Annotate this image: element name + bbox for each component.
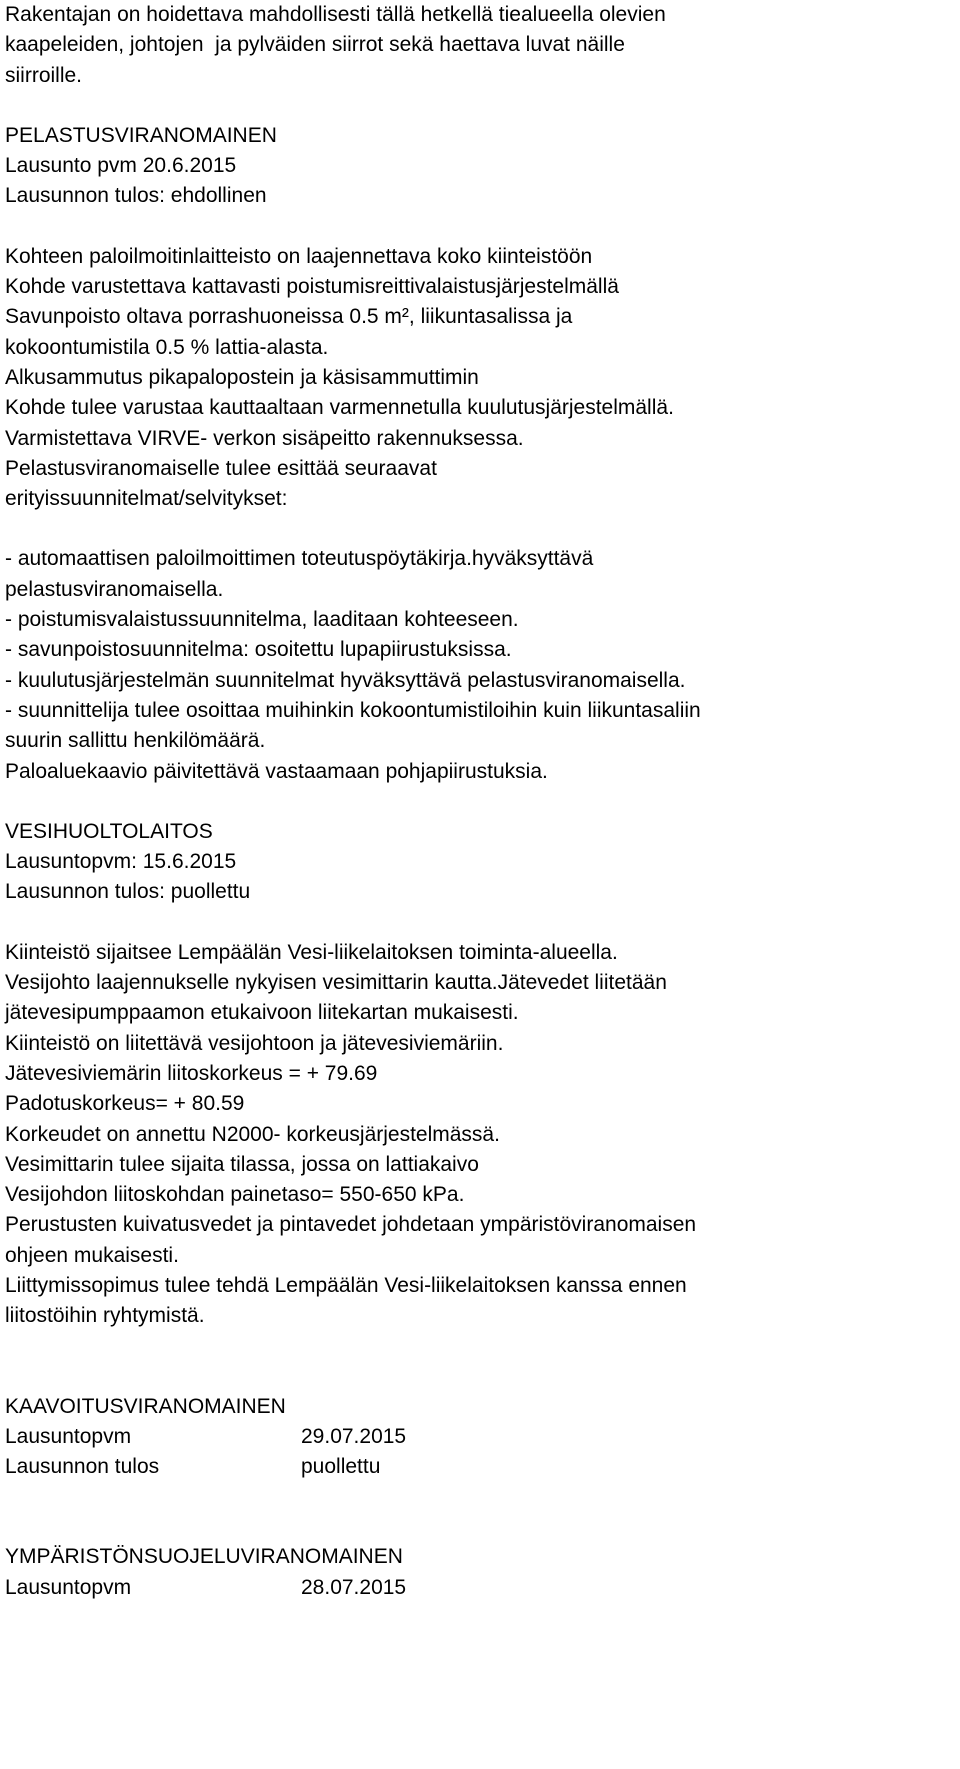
statement-date: Lausunto pvm 20.6.2015 <box>5 154 237 178</box>
text-line: Kohde tulee varustaa kauttaaltaan varmennetulla kuulutusjärjestelmällä. <box>5 396 674 420</box>
statement-result: Lausunnon tulos: ehdollinen <box>5 184 267 208</box>
ymparisto-section <box>5 1542 955 1603</box>
statement-result-row <box>5 1452 955 1482</box>
statement-date-row <box>5 1422 955 1452</box>
list-item: - automaattisen paloilmoittimen toteutuspöytäkirja.hyväksyttävä <box>5 547 594 571</box>
text-line: Kohteen paloilmoitinlaitteisto on laajennettava koko kiinteistöön <box>5 244 593 268</box>
section-heading: VESIHUOLTOLAITOS <box>5 819 213 843</box>
text-line: liitostöihin ryhtymistä. <box>5 1304 205 1328</box>
date-value: 28.07.2015 <box>301 1575 407 1599</box>
text-line: Perustusten kuivatusvedet ja pintavedet johdetaan ympäristöviranomaisen <box>5 1213 697 1237</box>
text-line: Vesimittarin tulee sijaita tilassa, jossa on lattiakaivo <box>5 1152 479 1176</box>
section-heading: PELASTUSVIRANOMAINEN <box>5 123 277 147</box>
section-heading: KAAVOITUSVIRANOMAINEN <box>5 1394 286 1418</box>
text-line: Paloaluekaavio päivitettävä vastaamaan pohjapiirustuksia. <box>5 759 548 783</box>
statement-result: Lausunnon tulos: puollettu <box>5 880 251 904</box>
text-line: kokoontumistila 0.5 % lattia-alasta. <box>5 335 329 359</box>
text-line: Alkusammutus pikapalopostein ja käsisammuttimin <box>5 365 479 389</box>
list-item: - suunnittelija tulee osoittaa muihinkin kokoontumistiloihin kuin liikuntasaliin <box>5 698 701 722</box>
list-item: pelastusviranomaisella. <box>5 577 224 601</box>
text-line: Korkeudet on annettu N2000- korkeusjärjestelmässä. <box>5 1122 500 1146</box>
text-line: Kiinteistö sijaitsee Lempäälän Vesi-liikelaitoksen toiminta-alueella. <box>5 940 618 964</box>
pelastus-section <box>5 121 955 787</box>
text-line: Vesijohdon liitoskohdan painetaso= 550-650 kPa. <box>5 1183 465 1207</box>
text-line: kaapeleiden, johtojen ja pylväiden siirrot sekä haettava luvat näille <box>5 33 625 57</box>
text-line: ohjeen mukaisesti. <box>5 1243 179 1267</box>
text-line: Varmistettava VIRVE- verkon sisäpeitto rakennuksessa. <box>5 426 524 450</box>
result-label: Lausunnon tulos <box>5 1455 160 1479</box>
text-line: Padotuskorkeus= + 80.59 <box>5 1092 245 1116</box>
list-item: suurin sallittu henkilömäärä. <box>5 729 266 753</box>
text-line: Jätevesiviemärin liitoskorkeus = + 79.69 <box>5 1061 378 1085</box>
text-line: siirroille. <box>5 63 83 87</box>
statement-date: Lausuntopvm: 15.6.2015 <box>5 850 237 874</box>
text-line: jätevesipumppaamon etukaivoon liitekartan mukaisesti. <box>5 1001 519 1025</box>
text-line: Rakentajan on hoidettava mahdollisesti tällä hetkellä tiealueella olevien <box>5 3 666 26</box>
text-line: Vesijohto laajennukselle nykyisen vesimittarin kautta.Jätevedet liitetään <box>5 971 667 995</box>
list-item: - savunpoistosuunnitelma: osoitettu lupapiirustuksissa. <box>5 638 512 662</box>
kaavoitus-section <box>5 1392 955 1483</box>
vesihuolto-section <box>5 817 955 1332</box>
date-value: 29.07.2015 <box>301 1424 407 1448</box>
document-page <box>5 0 955 1603</box>
text-line: Savunpoisto oltava porrashuoneissa 0.5 m², liikuntasalissa ja <box>5 305 573 329</box>
text-line: Liittymissopimus tulee tehdä Lempäälän Vesi-liikelaitoksen kanssa ennen <box>5 1273 687 1297</box>
list-item: - poistumisvalaistussuunnitelma, laaditaan kohteeseen. <box>5 608 519 632</box>
statement-date-row <box>5 1573 955 1603</box>
date-label: Lausuntopvm <box>5 1575 132 1599</box>
section-heading: YMPÄRISTÖNSUOJELUVIRANOMAINEN <box>5 1545 403 1569</box>
list-item: - kuulutusjärjestelmän suunnitelmat hyväksyttävä pelastusviranomaisella. <box>5 668 686 692</box>
text-line: Kohde varustettava kattavasti poistumisreittivalaistusjärjestelmällä <box>5 275 619 299</box>
text-line: Kiinteistö on liitettävä vesijohtoon ja jätevesiviemäriin. <box>5 1031 504 1055</box>
result-value: puollettu <box>301 1455 381 1479</box>
text-line: Pelastusviranomaiselle tulee esittää seuraavat <box>5 456 437 480</box>
date-label: Lausuntopvm <box>5 1424 132 1448</box>
text-line: erityissuunnitelmat/selvitykset: <box>5 487 288 511</box>
intro-paragraph <box>5 0 955 91</box>
